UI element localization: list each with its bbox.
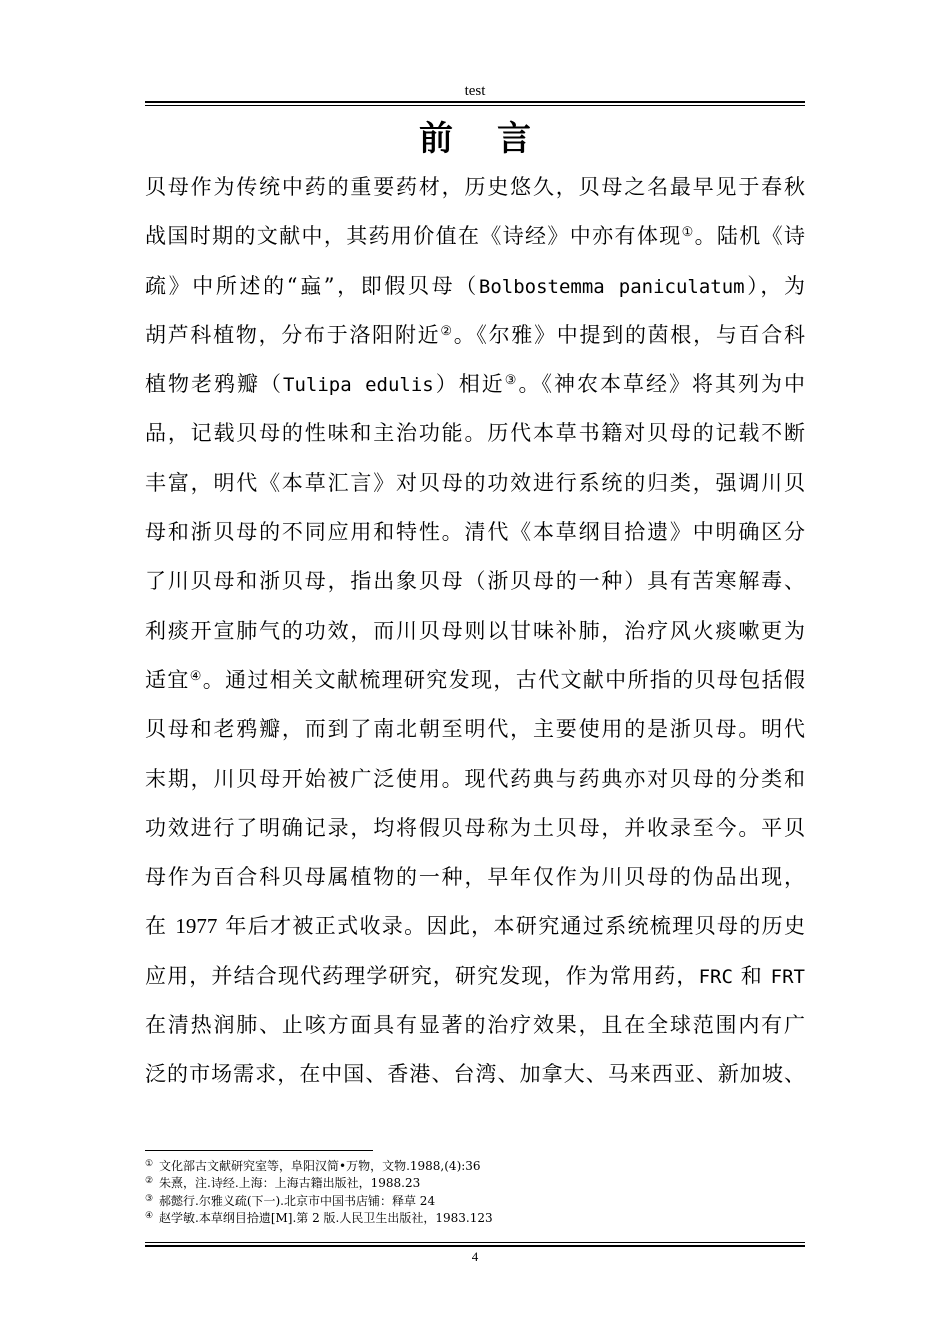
footnote-text: 郝懿行.尔雅义疏(下一).北京市中国书店铺：释草 24 (159, 1193, 436, 1208)
footnotes (145, 1158, 805, 1227)
body-line: 泛的市场需求，在中国、香港、台湾、加拿大、马来西亚、新加坡、 (145, 1062, 805, 1087)
footnote-text: 赵学敏.本草纲目拾遗[M].第 2 版.人民卫生出版社，1983.123 (159, 1210, 493, 1225)
footer-rule (145, 1245, 805, 1247)
footnote-reference[interactable]: ② (440, 323, 454, 339)
body-paragraph (145, 163, 805, 1100)
body-line: 母和浙贝母的不同应用和特性。清代《本草纲目拾遗》中明确区分 (145, 520, 805, 545)
footnote-item: ④ 赵学敏.本草纲目拾遗[M].第 2 版.人民卫生出版社，1983.123 (145, 1210, 493, 1225)
header-rule (145, 101, 805, 103)
body-line: 植物老鸦瓣（Tulipa edulis）相近③。《神农本草经》将其列为中 (145, 372, 806, 397)
body-line: 利痰开宣肺气的功效，而川贝母则以甘味补肺，治疗风火痰嗽更为 (145, 618, 805, 643)
body-line: 功效进行了明确记录，均将假贝母称为土贝母，并收录至今。平贝 (145, 815, 805, 840)
body-line: 贝母和老鸦瓣，而到了南北朝至明代，主要使用的是浙贝母。明代 (145, 717, 805, 742)
footnote-reference[interactable]: ① (681, 225, 695, 241)
footnote-text: 文化部古文献研究室等，阜阳汉简•万物，文物.1988,(4):36 (159, 1159, 481, 1173)
body-line: 在清热润肺、止咳方面具有显著的治疗效果，且在全球范围内有广 (145, 1013, 805, 1038)
running-header: test (464, 83, 486, 99)
body-line: 疏》中所述的“蝱”，即假贝母（Bolbostemma paniculatum），为 (145, 273, 805, 298)
body-line: 适宜④。通过相关文献梳理研究发现，古代文献中所指的贝母包括假 (145, 667, 806, 692)
body-line: 胡芦科植物，分布于洛阳附近②。《尔雅》中提到的茵根，与百合科 (145, 322, 805, 347)
header-rule-thin (145, 105, 805, 106)
page-number: 4 (471, 1249, 479, 1264)
footnote-text: 朱熹，注.诗经.上海：上海古籍出版社，1988.23 (159, 1176, 421, 1191)
footnote-separator (145, 1150, 373, 1151)
body-line: 贝母作为传统中药的重要药材，历史悠久，贝母之名最早见于春秋 (145, 175, 805, 199)
body-line: 品，记载贝母的性味和主治功能。历代本草书籍对贝母的记载不断 (145, 421, 805, 446)
body-line: 母作为百合科贝母属植物的一种，早年仅作为川贝母的伪品出现， (145, 865, 805, 890)
body-line: 了川贝母和浙贝母，指出象贝母（浙贝母的一种）具有苦寒解毒、 (145, 569, 805, 594)
footnote-item: ① 文化部古文献研究室等，阜阳汉简•万物，文物.1988,(4):36 (145, 1159, 481, 1173)
body-line: 应用，并结合现代药理学研究，研究发现，作为常用药，FRC 和 FRT (145, 963, 805, 988)
footnote-item: ③ 郝懿行.尔雅义疏(下一).北京市中国书店铺：释草 24 (145, 1193, 436, 1208)
body-line: 在 1977 年后才被正式收录。因此，本研究通过系统梳理贝母的历史 (145, 914, 805, 939)
body-line: 末期，川贝母开始被广泛使用。现代药典与药典亦对贝母的分类和 (145, 766, 805, 791)
footnote-reference[interactable]: ③ (504, 373, 519, 389)
body-line: 丰富，明代《本草汇言》对贝母的功效进行系统的归类，强调川贝 (145, 470, 805, 495)
chapter-title: 前言 (419, 119, 575, 159)
footnote-item: ② 朱熹，注.诗经.上海：上海古籍出版社，1988.23 (145, 1176, 421, 1191)
body-line: 战国时期的文献中，其药用价值在《诗经》中亦有体现①。陆机《诗 (145, 224, 806, 249)
footer-rule-thin (145, 1242, 805, 1243)
footnote-reference[interactable]: ④ (189, 668, 203, 684)
